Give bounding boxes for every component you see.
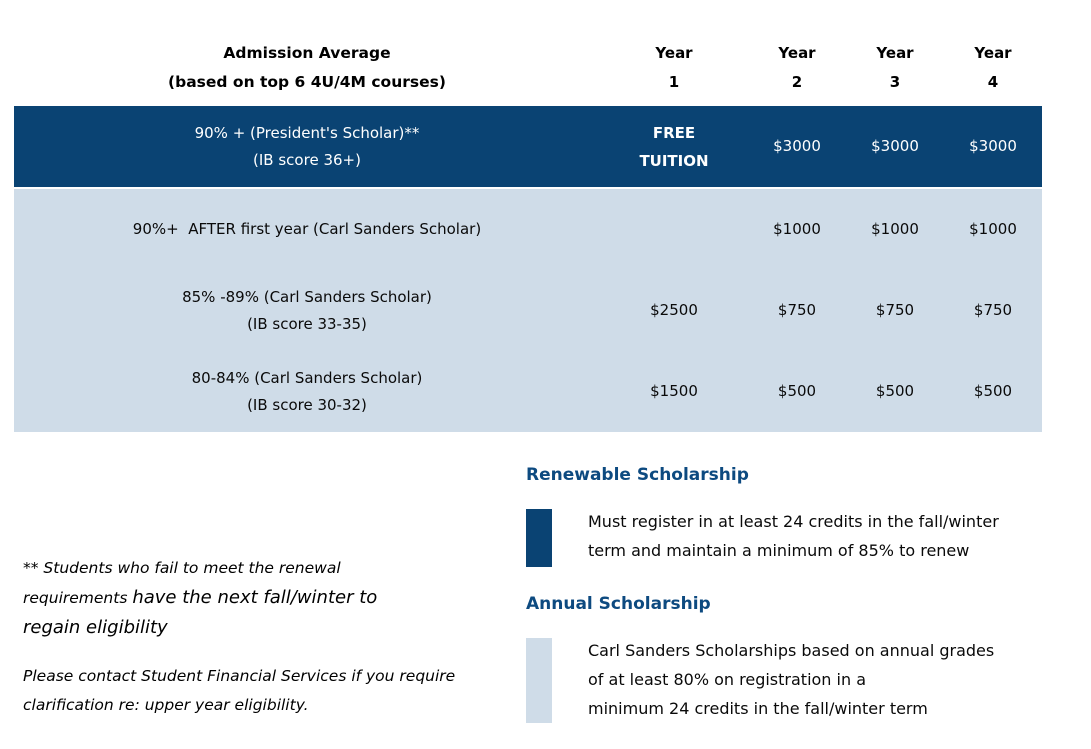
year3-value: $3000 [871,137,919,155]
table-header-row [14,30,1042,106]
column-header-year-3: Year 3 [876,44,914,91]
row-label: 80-84% (Carl Sanders Scholar) (IB score 30-32) [191,368,423,414]
table-row-90-after-first-year [14,189,1042,270]
column-header-year-4: Year 4 [974,44,1012,91]
admission-average-header [14,39,600,97]
admission-average-subtitle: (based on top 6 4U/4M courses) [168,73,446,91]
annual-legend-item [526,636,1071,723]
row-label: 85% -89% (Carl Sanders Scholar) (IB score 33-35) [182,287,432,333]
year3-value: $500 [875,382,915,400]
column-header-year-2: Year 2 [778,44,816,91]
renewable-color-swatch [526,509,552,567]
admission-average-title: Admission Average [223,44,391,62]
year4-value: $750 [973,301,1013,319]
contact-footnote: Please contact Student Financial Services if you require clarification re: upper year eligibility. [23,667,456,714]
year2-value: $3000 [773,137,821,155]
row-label: 90% + (President's Scholar)** (IB score 36+) [194,123,420,169]
year4-value: $500 [973,382,1013,400]
footnote-regular-part: requirements [23,589,133,607]
column-header-year-1: Year 1 [655,44,693,91]
year3-value: $1000 [871,220,919,238]
footnote-emphasis-part: have the next fall/winter to [132,587,378,608]
renewal-footnote: ** Students who fail to meet the renewal requirements have the next fall/winter to regain eligibility [23,559,378,638]
renewable-legend-item [526,507,1071,567]
row-label: 90%+ AFTER first year (Carl Sanders Scholar) [132,220,482,238]
year4-value: $1000 [969,220,1017,238]
year1-value: $1500 [650,382,698,400]
annual-scholarship-title: Annual Scholarship [526,594,711,614]
footnotes [23,554,528,720]
table-row-80-84 [14,351,1042,432]
year2-value: $500 [777,382,817,400]
year4-value: $3000 [969,137,1017,155]
year1-value: FREE TUITION [639,123,709,170]
year2-value: $1000 [773,220,821,238]
renewable-description: Must register in at least 24 credits in the fall/winter term and maintain a minimum of 85% to renew [588,512,999,560]
scholarship-table [14,30,1042,432]
table-row-85-89 [14,270,1042,351]
table-row-presidents-scholar [14,106,1042,187]
annual-color-swatch [526,638,552,723]
annual-description: Carl Sanders Scholarships based on annual grades of at least 80% on registration in a minimum 24 credits in the fall/winter term [588,641,995,718]
year2-value: $750 [777,301,817,319]
legend [526,464,1071,749]
renewable-scholarship-title: Renewable Scholarship [526,465,749,485]
year1-value: $2500 [650,301,698,319]
year3-value: $750 [875,301,915,319]
